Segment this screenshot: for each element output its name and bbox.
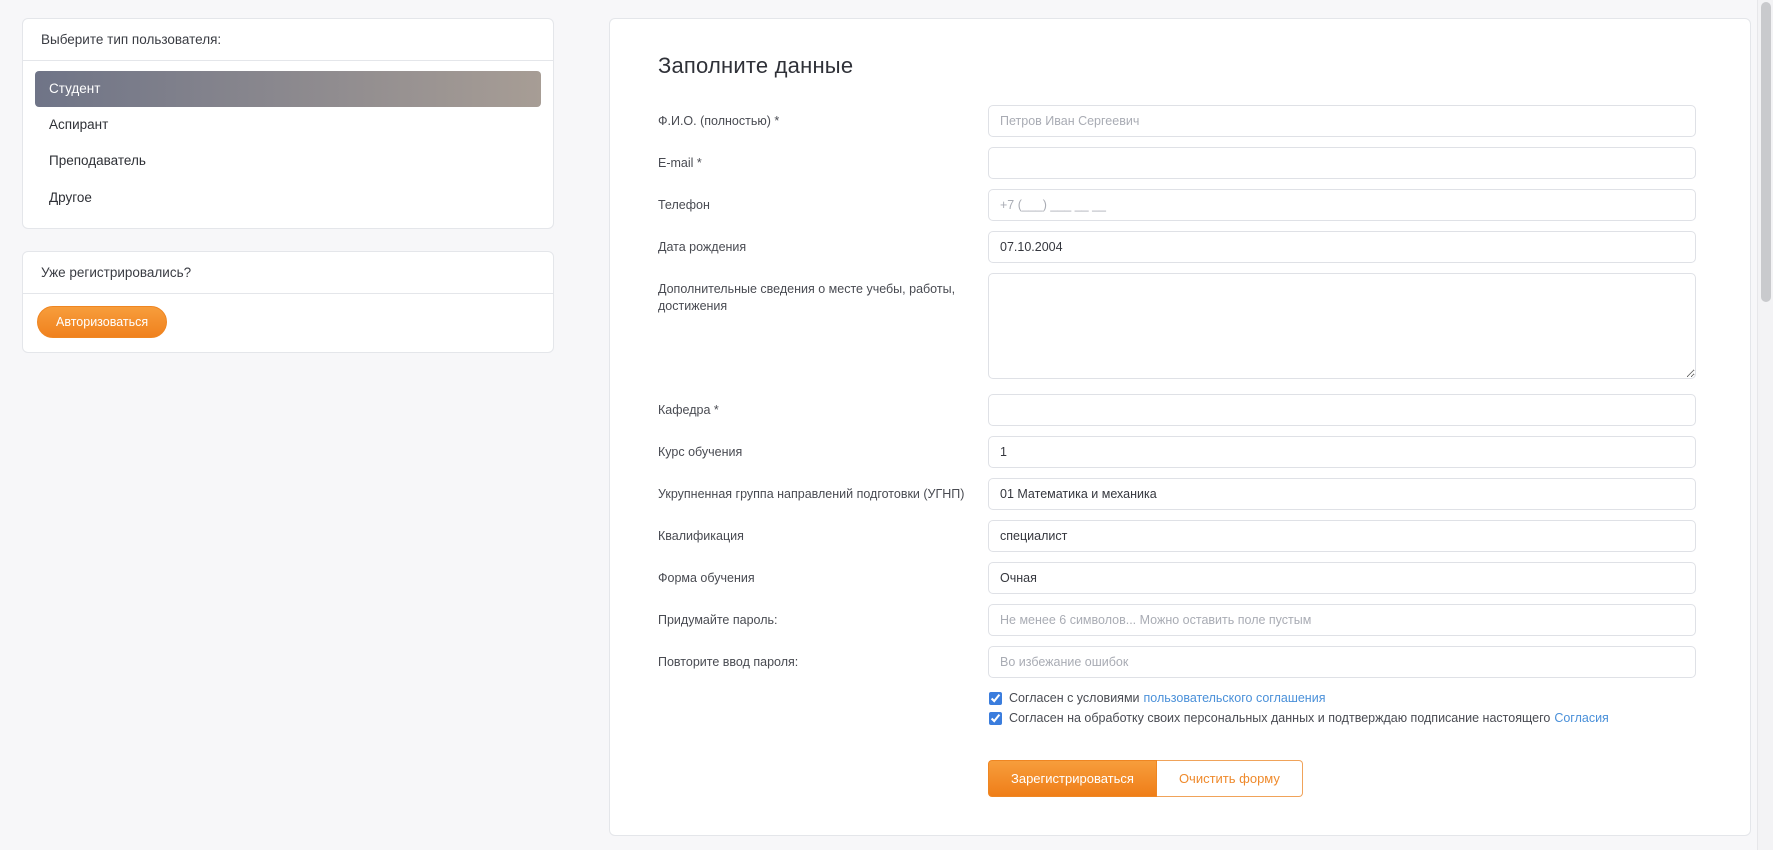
field-control-phone (988, 189, 1722, 221)
usertype-card (22, 18, 554, 229)
usertype-label: Аспирант (49, 117, 109, 133)
clear-form-button[interactable]: Очистить форму (1157, 760, 1303, 797)
field-label-fio: Ф.И.О. (полностью) * (658, 114, 780, 128)
field-row-department (638, 394, 1722, 426)
field-control-password-repeat (988, 646, 1722, 678)
field-control-ugnp (988, 478, 1722, 510)
field-label-qualification: Квалификация (658, 529, 744, 543)
personal-data-text: Согласен на обработку своих персональных данных и подтверждаю подписание настоящего (1009, 711, 1551, 725)
field-label-email: E-mail * (658, 156, 702, 170)
field-row-qualification (638, 520, 1722, 552)
extra-info-textarea[interactable] (988, 273, 1696, 379)
field-control-qualification (988, 520, 1722, 552)
field-label-department: Кафедра * (658, 403, 719, 417)
register-button[interactable]: Зарегистрироваться (988, 760, 1157, 797)
qualification-input[interactable] (988, 520, 1696, 552)
password-input[interactable] (988, 604, 1696, 636)
sidebar-item-postgraduate[interactable] (35, 107, 541, 143)
field-control-department (988, 394, 1722, 426)
field-label-study-form: Форма обучения (658, 571, 755, 585)
personal-data-link[interactable]: Согласия (1554, 711, 1609, 725)
field-control-fio (988, 105, 1722, 137)
agreement-row-terms (988, 688, 1722, 708)
field-control-password (988, 604, 1722, 636)
study-form-input[interactable] (988, 562, 1696, 594)
usertype-label: Преподаватель (49, 153, 146, 169)
email-input[interactable] (988, 147, 1696, 179)
field-control-email (988, 147, 1722, 179)
usertype-label: Студент (49, 81, 101, 96)
field-label-ugnp: Укрупненная группа направлений подготовки (УГНП) (658, 487, 965, 501)
field-row-password-repeat (638, 646, 1722, 678)
field-control-extra (988, 273, 1722, 384)
field-control-study-form (988, 562, 1722, 594)
field-row-fio (638, 105, 1722, 137)
registration-form-panel (609, 18, 1751, 836)
agreement-row-personal-data (988, 708, 1722, 728)
department-input[interactable] (988, 394, 1696, 426)
field-control-course (988, 436, 1722, 468)
login-button[interactable]: Авторизоваться (37, 306, 167, 339)
field-label-password: Придумайте пароль: (658, 613, 778, 627)
field-row-course (638, 436, 1722, 468)
usertype-label: Другое (49, 189, 92, 205)
sidebar-item-student[interactable] (35, 71, 541, 107)
usertype-card-header: Выберите тип пользователя: (23, 19, 553, 61)
field-label-phone: Телефон (658, 198, 710, 212)
field-row-email (638, 147, 1722, 179)
sidebar-item-other[interactable] (35, 180, 541, 216)
phone-input[interactable] (988, 189, 1696, 221)
sidebar (0, 0, 576, 375)
auth-card (22, 251, 554, 354)
terms-checkbox[interactable] (989, 692, 1002, 705)
usertype-list (35, 71, 541, 216)
form-actions (988, 760, 1722, 797)
ugnp-input[interactable] (988, 478, 1696, 510)
page-scrollbar[interactable] (1757, 0, 1773, 850)
field-control-birthdate (988, 231, 1722, 263)
terms-text: Согласен с условиями (1009, 691, 1140, 705)
auth-card-header: Уже регистрировались? (23, 252, 553, 294)
field-row-password (638, 604, 1722, 636)
usertype-card-body (23, 61, 553, 228)
fio-input[interactable] (988, 105, 1696, 137)
field-row-extra (638, 273, 1722, 384)
field-label-birthdate: Дата рождения (658, 240, 747, 254)
sidebar-item-teacher[interactable] (35, 143, 541, 179)
field-label-password-repeat: Повторите ввод пароля: (658, 655, 799, 669)
field-label-course: Курс обучения (658, 445, 743, 459)
field-row-birthdate (638, 231, 1722, 263)
field-row-ugnp (638, 478, 1722, 510)
field-row-phone (638, 189, 1722, 221)
page-scrollbar-thumb[interactable] (1761, 2, 1771, 302)
terms-link[interactable]: пользовательского соглашения (1143, 691, 1326, 705)
password-repeat-input[interactable] (988, 646, 1696, 678)
personal-data-checkbox[interactable] (989, 712, 1002, 725)
page-title: Заполните данные (658, 53, 854, 78)
auth-card-body (23, 294, 553, 353)
field-label-extra: Дополнительные сведения о месте учебы, работы, достижения (658, 282, 956, 313)
birthdate-input[interactable] (988, 231, 1696, 263)
course-input[interactable] (988, 436, 1696, 468)
field-row-study-form (638, 562, 1722, 594)
